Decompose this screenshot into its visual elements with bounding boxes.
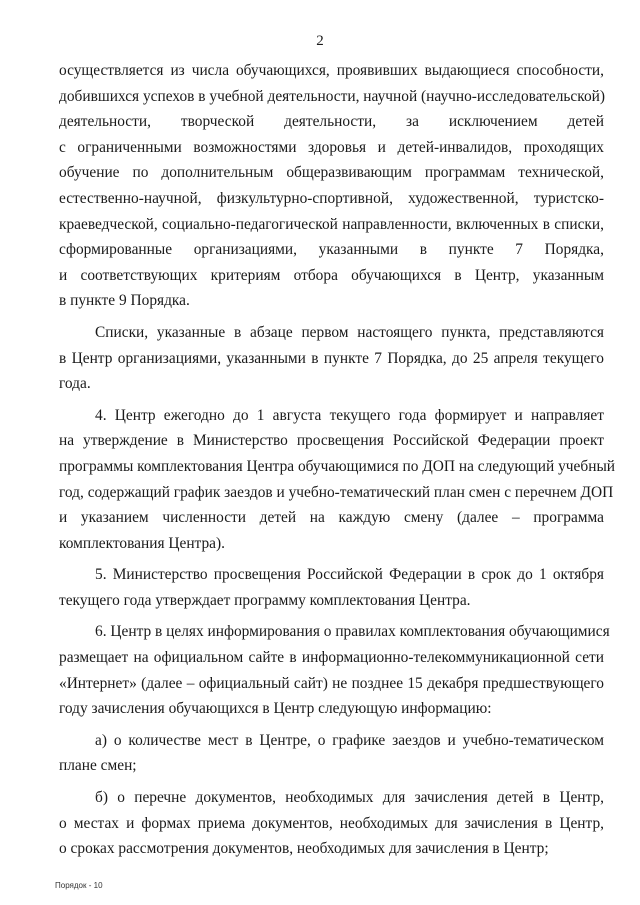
text-line: о сроках рассмотрения документов, необходимых для зачисления в Центр; — [59, 840, 549, 858]
text-line: осуществляется из числа обучающихся, проявивших выдающиеся способности, — [59, 62, 604, 79]
paragraph — [59, 403, 616, 557]
text-line: 6. Центр в целях информирования о правилах комплектования обучающимися — [95, 623, 610, 641]
text-line: текущего года утверждает программу комплектования Центра. — [59, 591, 471, 609]
paragraph — [59, 58, 604, 314]
text-line: год, содержащий график заездов и учебно-тематический план смен с перечнем ДОП — [59, 483, 614, 501]
paragraph — [59, 619, 610, 721]
text-line: естественно-научной, физкультурно-спортивной, художественной, туристско- — [59, 189, 604, 207]
text-line: Списки, указанные в абзаце первом настоящего пункта, представляются — [95, 323, 604, 341]
text-line: обучение по дополнительным общеразвивающим программам технической, — [59, 164, 604, 182]
text-line: размещает на официальном сайте в информационно-телекоммуникационной сети — [59, 649, 604, 667]
text-line: краеведческой, социально-педагогической направленности, включенных в списки, — [59, 215, 604, 233]
text-line: с ограниченными возможностями здоровья и детей-инвалидов, проходящих — [59, 138, 604, 156]
text-line: в пункте 9 Порядка. — [59, 292, 190, 310]
text-line: в Центр организациями, указанными в пункте 7 Порядка, до 25 апреля текущего — [59, 349, 604, 367]
footer-label: Порядок - 10 — [55, 881, 103, 890]
text-line: году зачисления обучающихся в Центр следующую информацию: — [59, 700, 492, 718]
text-line: 4. Центр ежегодно до 1 августа текущего года формирует и направляет — [95, 406, 604, 424]
text-line: комплектования Центра). — [59, 534, 225, 552]
paragraph — [59, 320, 604, 397]
text-line: о местах и формах приема документов, необходимых для зачисления в Центр, — [59, 814, 604, 832]
text-line: на утверждение в Министерство просвещения Российской Федерации проект — [59, 432, 604, 450]
text-line: «Интернет» (далее – официальный сайт) не позднее 15 декабря предшествующего — [59, 674, 604, 692]
text-line: плане смен; — [59, 757, 137, 775]
text-line: года. — [59, 375, 91, 393]
paragraph — [59, 562, 604, 613]
paragraph — [59, 728, 604, 779]
text-line: а) о количестве мест в Центре, о графике заездов и учебно-тематическом — [95, 731, 604, 749]
text-line: добившихся успехов в учебной деятельности, научной (научно-исследовательской) — [59, 87, 606, 105]
text-line: б) о перечне документов, необходимых для зачисления детей в Центр, — [95, 789, 604, 807]
text-line: программы комплектования Центра обучающимися по ДОП на следующий учебный — [59, 457, 616, 475]
text-line: 5. Министерство просвещения Российской Федерации в срок до 1 октября — [95, 566, 604, 584]
text-line: и указанием численности детей на каждую смену (далее – программа — [59, 509, 604, 527]
document-body — [59, 58, 616, 862]
text-line: деятельности, творческой деятельности, за исключением детей — [59, 113, 604, 131]
text-line: и соответствующих критериям отбора обучающихся в Центр, указанным — [59, 266, 604, 284]
paragraph — [59, 785, 604, 862]
text-line: сформированные организациями, указанными в пункте 7 Порядка, — [59, 241, 604, 259]
page-number: 2 — [316, 33, 324, 49]
